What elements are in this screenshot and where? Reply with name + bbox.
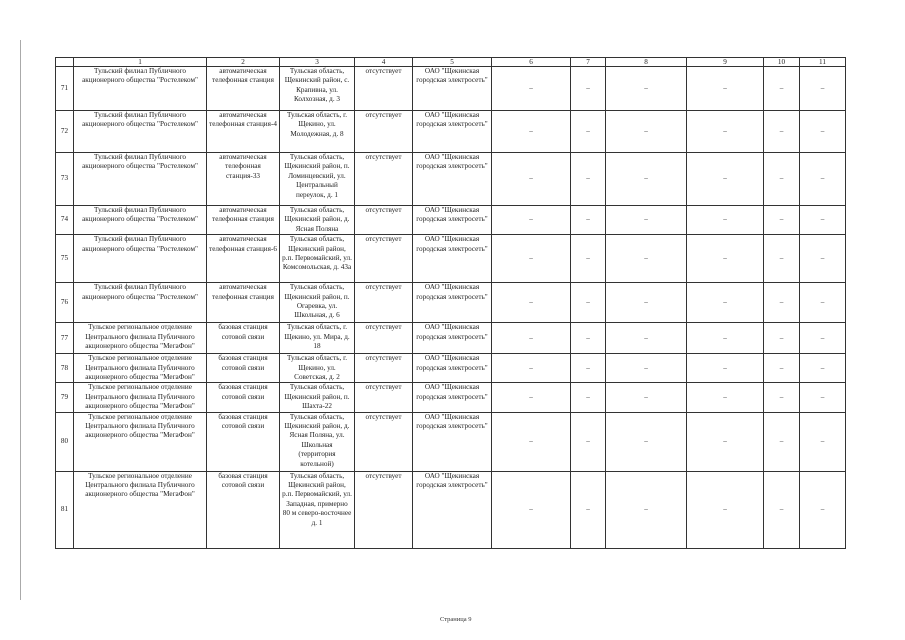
- table-cell: базовая станция сотовой связи: [207, 383, 280, 412]
- dash-cell: –: [492, 412, 571, 471]
- dash-cell: –: [492, 283, 571, 323]
- dash-cell: –: [764, 323, 800, 354]
- page-number: Страница 9: [440, 616, 472, 623]
- table-row: [56, 111, 846, 153]
- table-cell: базовая станция сотовой связи: [207, 323, 280, 354]
- dash-cell: –: [687, 383, 764, 412]
- table-cell: Тульская область, Щекинский район, д. Ясная Поляна: [280, 206, 355, 235]
- dash-cell: –: [492, 206, 571, 235]
- row-number-cell: 77: [56, 323, 74, 354]
- table-row: [56, 323, 846, 354]
- dash-cell: –: [687, 471, 764, 548]
- table-cell: ОАО "Щекинская городская электросеть": [413, 67, 492, 111]
- table-cell: Тульская область, г. Щекино, ул. Советская, д. 2: [280, 354, 355, 383]
- dash-cell: –: [571, 111, 606, 153]
- table-cell: Тульская область, Щекинский район, п. Ломинцевский, ул. Центральный переулок, д. 1: [280, 153, 355, 206]
- table-cell: Тульское региональное отделение Центрального филиала Публичного акционерного общества "МегаФон": [74, 354, 207, 383]
- header-cell: 10: [764, 58, 800, 67]
- dash-cell: –: [571, 383, 606, 412]
- table-cell: Тульская область, Щекинский район, п. Огаревка, ул. Школьная, д. 6: [280, 283, 355, 323]
- dash-cell: –: [687, 235, 764, 283]
- dash-cell: –: [606, 111, 687, 153]
- dash-cell: –: [800, 67, 846, 111]
- table-cell: базовая станция сотовой связи: [207, 412, 280, 471]
- dash-cell: –: [492, 323, 571, 354]
- dash-cell: –: [687, 354, 764, 383]
- table-row: [56, 412, 846, 471]
- table-cell: отсутствует: [355, 235, 413, 283]
- row-number-cell: 72: [56, 111, 74, 153]
- dash-cell: –: [606, 206, 687, 235]
- table-cell: Тульский филиал Публичного акционерного общества "Ростелеком": [74, 206, 207, 235]
- dash-cell: –: [764, 67, 800, 111]
- table-cell: ОАО "Щекинская городская электросеть": [413, 354, 492, 383]
- table-cell: Тульская область, Щекинский район, р.п. Первомайский, ул. Западная, примерно 80 м северо-восточнее д. 1: [280, 471, 355, 548]
- dash-cell: –: [764, 235, 800, 283]
- header-cell: 1: [74, 58, 207, 67]
- table-cell: автоматическая телефонная станция: [207, 206, 280, 235]
- dash-cell: –: [571, 471, 606, 548]
- table-cell: ОАО "Щекинская городская электросеть": [413, 283, 492, 323]
- header-cell: 5: [413, 58, 492, 67]
- dash-cell: –: [492, 111, 571, 153]
- dash-cell: –: [800, 235, 846, 283]
- header-cell: 7: [571, 58, 606, 67]
- table-cell: Тульский филиал Публичного акционерного общества "Ростелеком": [74, 235, 207, 283]
- register-table: [55, 57, 846, 549]
- table-cell: автоматическая телефонная станция: [207, 283, 280, 323]
- dash-cell: –: [606, 471, 687, 548]
- dash-cell: –: [571, 283, 606, 323]
- header-cell: 8: [606, 58, 687, 67]
- row-number-cell: 73: [56, 153, 74, 206]
- table-cell: ОАО "Щекинская городская электросеть": [413, 206, 492, 235]
- table-cell: ОАО "Щекинская городская электросеть": [413, 323, 492, 354]
- table-cell: ОАО "Щекинская городская электросеть": [413, 111, 492, 153]
- dash-cell: –: [606, 67, 687, 111]
- table-row: [56, 283, 846, 323]
- table-header-row: [56, 58, 846, 67]
- dash-cell: –: [687, 67, 764, 111]
- table-cell: отсутствует: [355, 206, 413, 235]
- table-cell: Тульская область, Щекинский район, д. Ясная Поляна, ул. Школьная (территория котельной): [280, 412, 355, 471]
- dash-cell: –: [606, 383, 687, 412]
- binding-margin-mark: [20, 40, 21, 600]
- dash-cell: –: [800, 471, 846, 548]
- dash-cell: –: [687, 283, 764, 323]
- dash-cell: –: [606, 323, 687, 354]
- table-cell: базовая станция сотовой связи: [207, 471, 280, 548]
- table-cell: отсутствует: [355, 283, 413, 323]
- dash-cell: –: [800, 111, 846, 153]
- dash-cell: –: [764, 111, 800, 153]
- dash-cell: –: [571, 323, 606, 354]
- table-cell: отсутствует: [355, 323, 413, 354]
- header-cell: 9: [687, 58, 764, 67]
- dash-cell: –: [492, 153, 571, 206]
- table-cell: ОАО "Щекинская городская электросеть": [413, 383, 492, 412]
- table-row: [56, 206, 846, 235]
- table-cell: автоматическая телефонная станция-6: [207, 235, 280, 283]
- table-row: [56, 235, 846, 283]
- table-cell: базовая станция сотовой связи: [207, 354, 280, 383]
- dash-cell: –: [800, 153, 846, 206]
- table-cell: Тульская область, Щекинский район, с. Крапивна, ул. Колхозная, д. 3: [280, 67, 355, 111]
- dash-cell: –: [571, 206, 606, 235]
- table-cell: Тульский филиал Публичного акционерного общества "Ростелеком": [74, 111, 207, 153]
- table-cell: отсутствует: [355, 471, 413, 548]
- dash-cell: –: [764, 153, 800, 206]
- table-cell: отсутствует: [355, 153, 413, 206]
- header-cell-empty: [56, 58, 74, 67]
- dash-cell: –: [764, 283, 800, 323]
- dash-cell: –: [800, 412, 846, 471]
- table-row: [56, 67, 846, 111]
- table-cell: автоматическая телефонная станция-33: [207, 153, 280, 206]
- table-cell: ОАО "Щекинская городская электросеть": [413, 153, 492, 206]
- dash-cell: –: [800, 206, 846, 235]
- dash-cell: –: [606, 235, 687, 283]
- dash-cell: –: [492, 235, 571, 283]
- dash-cell: –: [571, 235, 606, 283]
- dash-cell: –: [764, 412, 800, 471]
- dash-cell: –: [606, 354, 687, 383]
- table-cell: Тульская область, г. Щекино, ул. Молодежная, д. 8: [280, 111, 355, 153]
- dash-cell: –: [764, 471, 800, 548]
- row-number-cell: 74: [56, 206, 74, 235]
- dash-cell: –: [571, 354, 606, 383]
- table-cell: отсутствует: [355, 383, 413, 412]
- row-number-cell: 79: [56, 383, 74, 412]
- dash-cell: –: [606, 412, 687, 471]
- dash-cell: –: [492, 354, 571, 383]
- dash-cell: –: [492, 383, 571, 412]
- table-cell: Тульский филиал Публичного акционерного общества "Ростелеком": [74, 283, 207, 323]
- dash-cell: –: [687, 153, 764, 206]
- table-cell: ОАО "Щекинская городская электросеть": [413, 235, 492, 283]
- dash-cell: –: [800, 354, 846, 383]
- table-cell: отсутствует: [355, 111, 413, 153]
- table-cell: отсутствует: [355, 67, 413, 111]
- table-cell: Тульское региональное отделение Центрального филиала Публичного акционерного общества "МегаФон": [74, 383, 207, 412]
- table-cell: Тульский филиал Публичного акционерного общества "Ростелеком": [74, 153, 207, 206]
- dash-cell: –: [800, 283, 846, 323]
- dash-cell: –: [800, 323, 846, 354]
- table-cell: Тульское региональное отделение Центрального филиала Публичного акционерного общества "МегаФон": [74, 412, 207, 471]
- row-number-cell: 78: [56, 354, 74, 383]
- dash-cell: –: [606, 283, 687, 323]
- row-number-cell: 80: [56, 412, 74, 471]
- header-cell: 11: [800, 58, 846, 67]
- dash-cell: –: [571, 153, 606, 206]
- dash-cell: –: [571, 412, 606, 471]
- table-row: [56, 383, 846, 412]
- dash-cell: –: [687, 111, 764, 153]
- table-cell: ОАО "Щекинская городская электросеть": [413, 471, 492, 548]
- table-cell: Тульский филиал Публичного акционерного общества "Ростелеком": [74, 67, 207, 111]
- dash-cell: –: [606, 153, 687, 206]
- table-cell: Тульская область, Щекинский район, п. Шахта-22: [280, 383, 355, 412]
- dash-cell: –: [687, 412, 764, 471]
- table-row: [56, 354, 846, 383]
- header-cell: 4: [355, 58, 413, 67]
- dash-cell: –: [492, 67, 571, 111]
- row-number-cell: 81: [56, 471, 74, 548]
- table-cell: ОАО "Щекинская городская электросеть": [413, 412, 492, 471]
- table-cell: отсутствует: [355, 412, 413, 471]
- dash-cell: –: [687, 206, 764, 235]
- table-cell: Тульская область, Щекинский район, р.п. Первомайский, ул. Комсомольская, д. 43а: [280, 235, 355, 283]
- row-number-cell: 76: [56, 283, 74, 323]
- dash-cell: –: [687, 323, 764, 354]
- table-cell: автоматическая телефонная станция: [207, 67, 280, 111]
- table-cell: Тульское региональное отделение Центрального филиала Публичного акционерного общества "МегаФон": [74, 323, 207, 354]
- header-cell: 2: [207, 58, 280, 67]
- table-cell: автоматическая телефонная станция-4: [207, 111, 280, 153]
- table-cell: Тульская область, г. Щекино, ул. Мира, д. 18: [280, 323, 355, 354]
- table-cell: отсутствует: [355, 354, 413, 383]
- table-cell: Тульское региональное отделение Центрального филиала Публичного акционерного общества "МегаФон": [74, 471, 207, 548]
- dash-cell: –: [571, 67, 606, 111]
- row-number-cell: 71: [56, 67, 74, 111]
- dash-cell: –: [800, 383, 846, 412]
- table-row: [56, 153, 846, 206]
- header-cell: 6: [492, 58, 571, 67]
- dash-cell: –: [764, 383, 800, 412]
- dash-cell: –: [764, 206, 800, 235]
- dash-cell: –: [492, 471, 571, 548]
- header-cell: 3: [280, 58, 355, 67]
- row-number-cell: 75: [56, 235, 74, 283]
- dash-cell: –: [764, 354, 800, 383]
- table-row: [56, 471, 846, 548]
